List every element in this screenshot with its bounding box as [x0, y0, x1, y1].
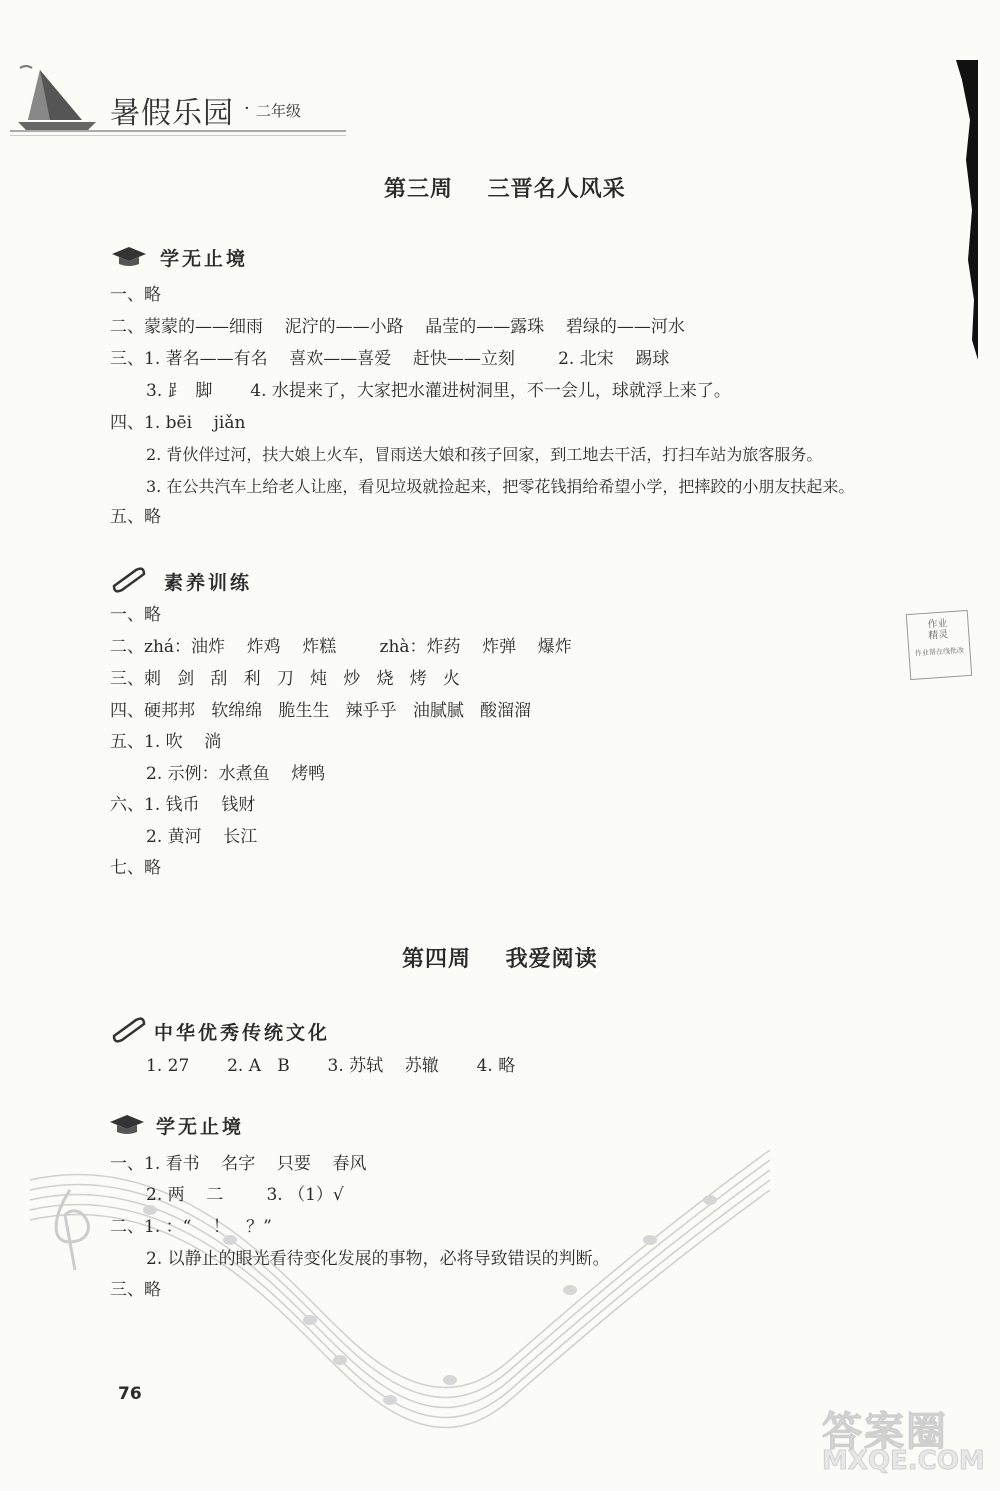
week4-section2-title: 学无止境	[156, 1116, 245, 1138]
scroll-icon	[110, 566, 148, 594]
answer-line: 2. 背伙伴过河，扶大娘上火车，冒雨送大娘和孩子回家，到工地去干活，打扫车站为旅客服务。	[146, 445, 823, 464]
answer-line: 一、略	[110, 605, 161, 625]
answer-line: 2. 以静止的眼光看待变化发展的事物，必将导致错误的判断。	[146, 1249, 610, 1269]
watermark-url: MXQE.COM	[822, 1446, 985, 1476]
week3-section1-title: 学无止境	[160, 248, 249, 270]
answer-line: 七、略	[110, 858, 161, 878]
stamp-image: 作业 精灵 作业帮在线批改	[906, 610, 972, 680]
answer-line: 2. 两 二 3. （1）√	[146, 1185, 344, 1205]
answer-line: 五、略	[110, 507, 161, 527]
page-edge-shadow	[952, 60, 982, 360]
answer-line: 二、蒙蒙的——细雨 泥泞的——小路 晶莹的——露珠 碧绿的——河水	[110, 317, 685, 337]
answer-line: 二、zhá：油炸 炸鸡 炸糕 zhà：炸药 炸弹 爆炸	[110, 637, 572, 657]
answer-line: 六、1. 钱币 钱财	[110, 795, 256, 815]
scroll-icon	[110, 1016, 148, 1044]
answer-line: 四、硬邦邦 软绵绵 脆生生 辣乎乎 油腻腻 酸溜溜	[110, 701, 532, 721]
graduation-cap-icon	[110, 246, 148, 268]
header-rule-thin	[10, 135, 346, 136]
answer-line: 2. 示例：水煮鱼 烤鸭	[146, 764, 326, 784]
answer-line: 一、略	[110, 285, 161, 305]
header-subtitle: 二年级	[256, 102, 302, 120]
week3-title: 第三周 三晋名人风采	[384, 177, 626, 202]
answer-line: 三、1. 著名——有名 喜欢——喜爱 赶快——立刻 2. 北宋 踢球	[110, 349, 670, 369]
header-title: 暑假乐园	[110, 96, 234, 131]
answer-line: 二、1. ：“ ！ ？”	[110, 1217, 272, 1237]
answer-line: 3. ⻊ 脚 4. 水提来了，大家把水灌进树洞里，不一会儿，球就浮上来了。	[146, 381, 731, 401]
week4-section1-title: 中华优秀传统文化	[154, 1022, 331, 1044]
answer-line: 三、刺 剑 刮 利 刀 炖 炒 烧 烤 火	[110, 669, 460, 689]
answer-line: 一、1. 看书 名字 只要 春风	[110, 1154, 367, 1174]
page-number: 76	[118, 1384, 142, 1404]
week3-section2-title: 素养训练	[164, 572, 253, 594]
answer-line: 1. 27 2. A B 3. 苏轼 苏辙 4. 略	[146, 1056, 516, 1076]
header-dot: ·	[244, 98, 250, 119]
week4-title: 第四周 我爱阅读	[402, 947, 598, 972]
answer-line: 五、1. 吹 淌	[110, 732, 222, 752]
answer-line: 3. 在公共汽车上给老人让座，看见垃圾就捡起来，把零花钱捐给希望小学，把摔跤的小朋友扶起来。	[146, 477, 855, 496]
watermark-logo: 答案圈	[822, 1409, 948, 1455]
answer-line: 三、略	[110, 1280, 161, 1300]
answer-line: 2. 黄河 长江	[146, 827, 258, 847]
answer-line: 四、1. bēi jiǎn	[110, 413, 246, 433]
sailboat-logo-icon	[10, 60, 110, 135]
